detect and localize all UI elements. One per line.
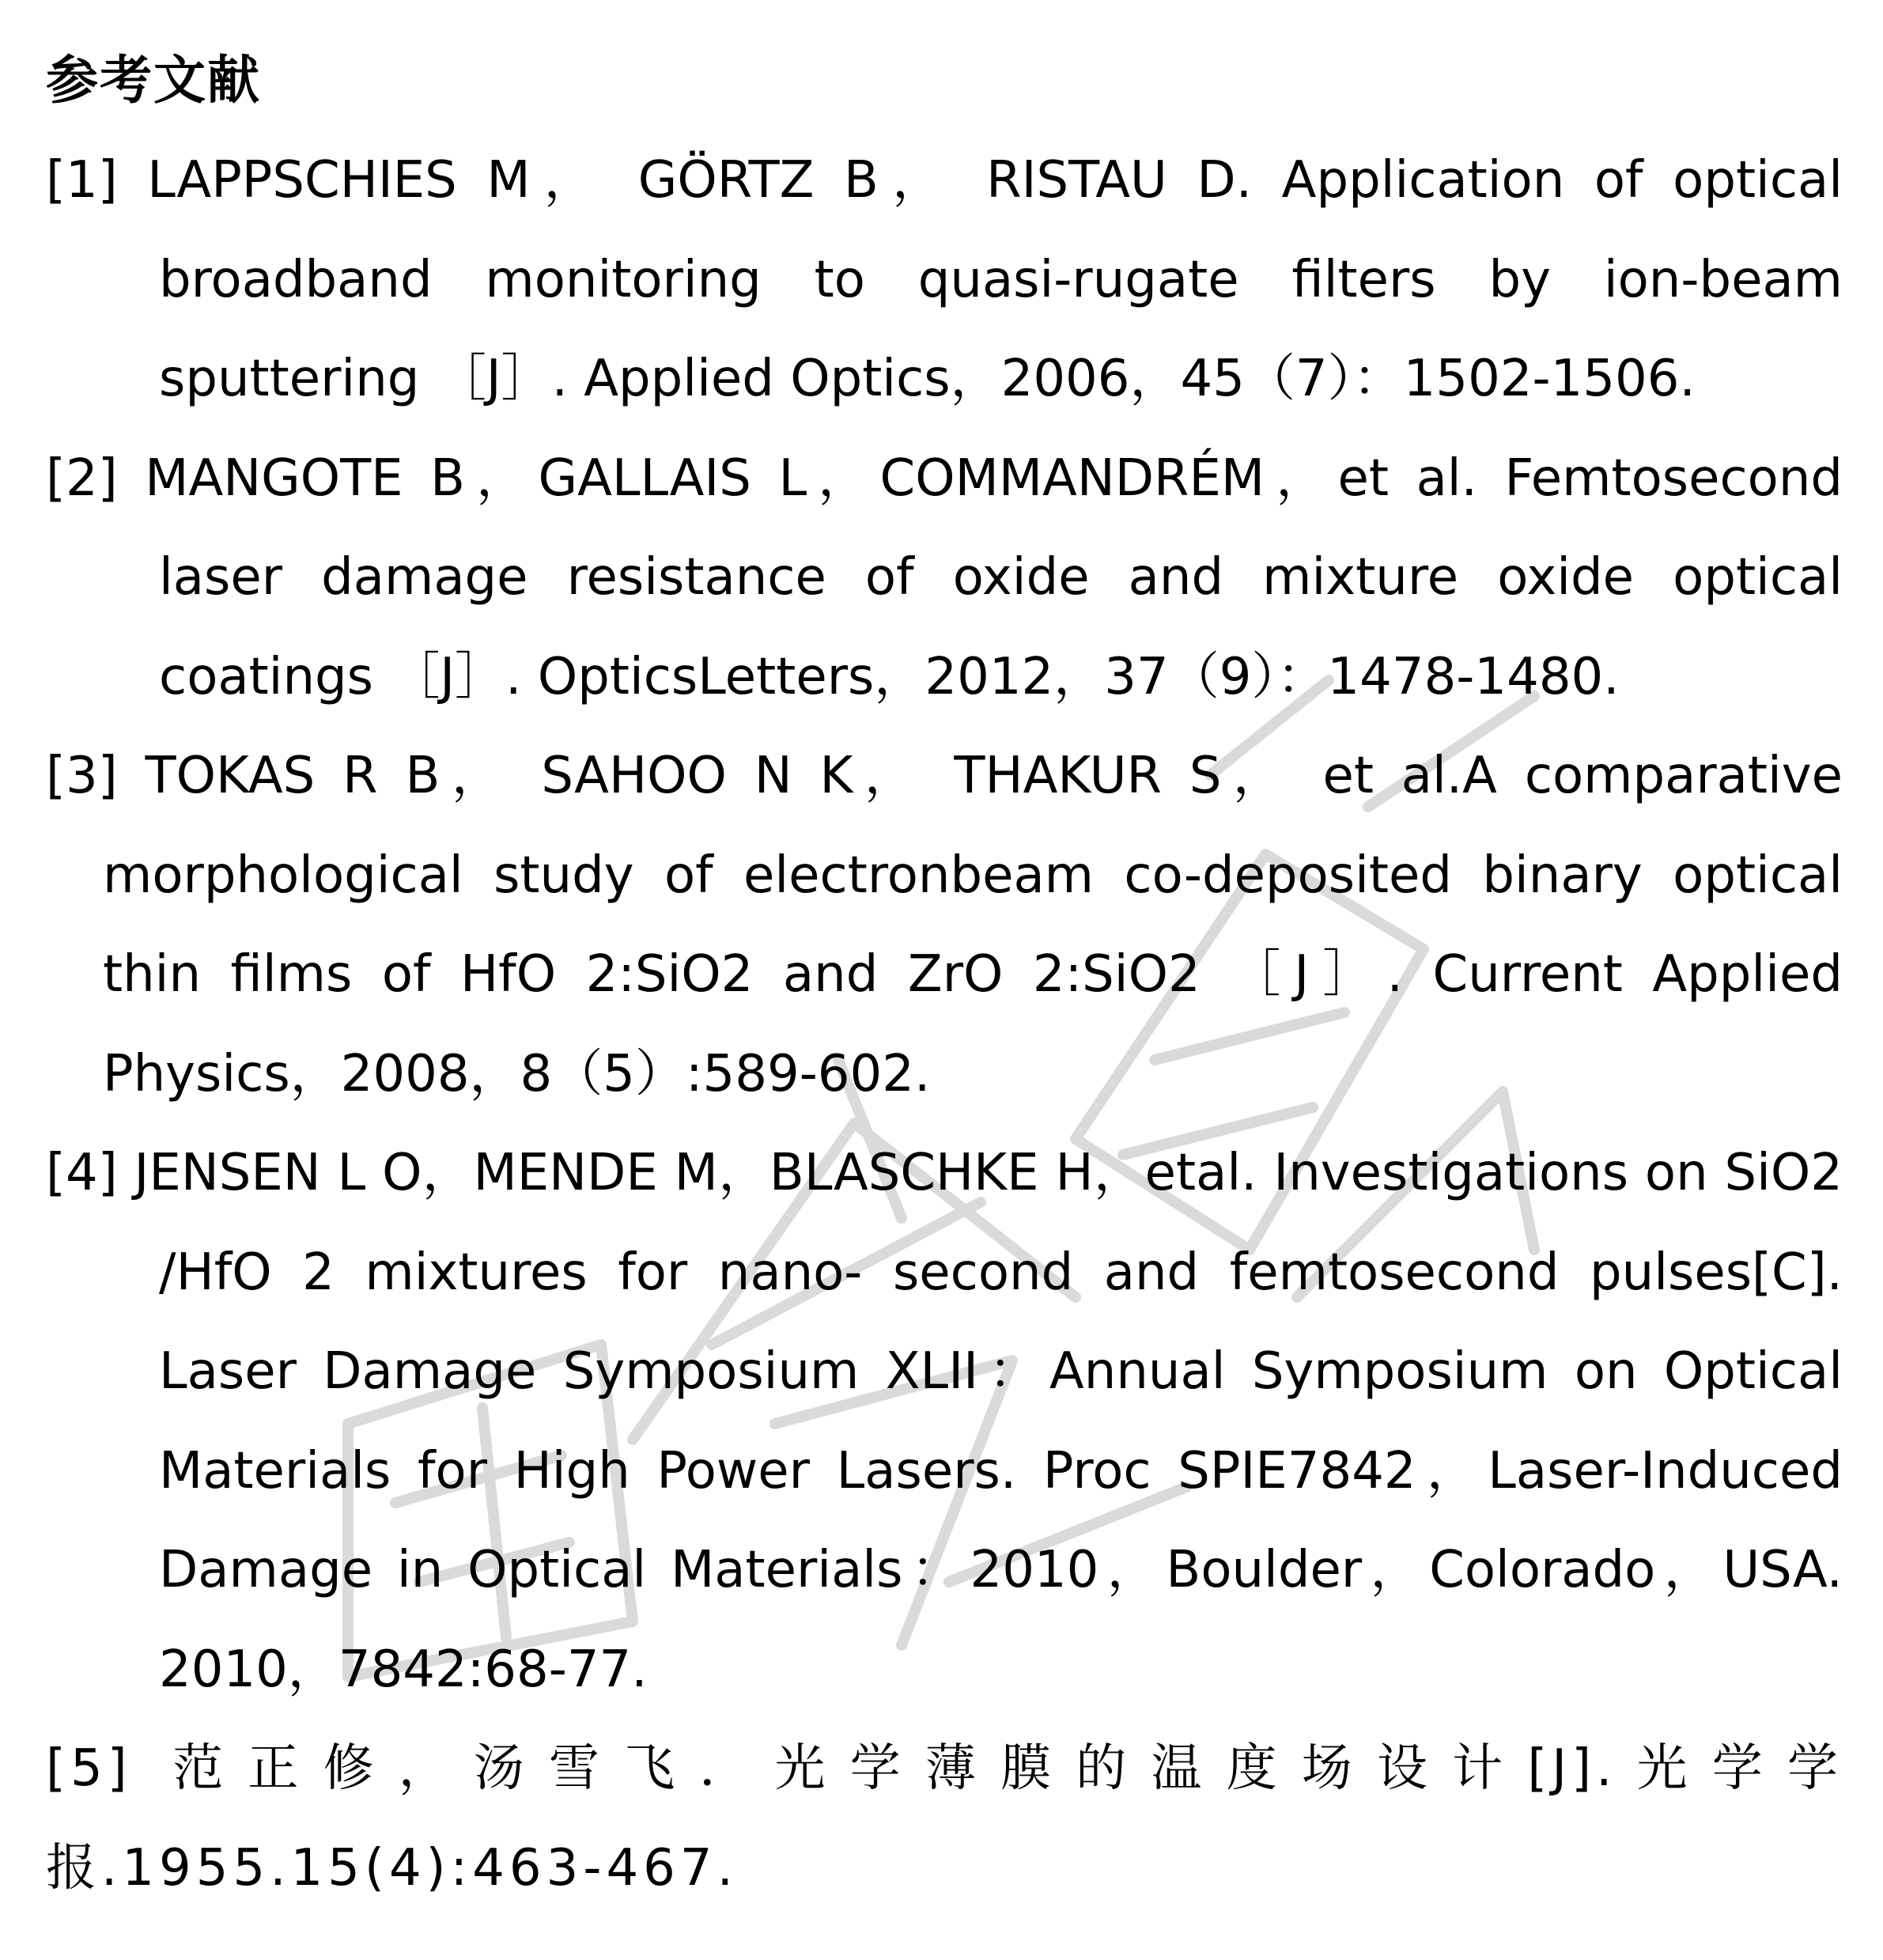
reference-text: LAPPSCHIES M， GÖRTZ B， RISTAU D. Application of optical broadband monitoring to quasi-rugate filters by ion-beam sputtering ［J］. Applied Optics，2006，45（7）：1502-1506. [147,151,1843,408]
reference-item-2 [46,429,1843,728]
reference-text: TOKAS R B， SAHOO N K， THAKUR S， et al.A comparative morphological study of electronbeam co-deposited binary optical thin films of HfO 2:SiO2 and ZrO 2:SiO2 ［J］. Current Applied Physics，2008，8（5）:589-602. [103,747,1843,1103]
references-list [46,131,1843,1918]
references-heading: 参考文献 [46,50,261,111]
reference-item-3 [46,727,1843,1124]
reference-number: [5] [46,1739,132,1798]
reference-number: [1] [46,151,118,210]
reference-text: 范正修，汤雪飞．光学薄膜的温度场设计[J].光学学报.1955.15(4):463-467. [46,1739,1843,1898]
reference-number: [4] [46,1144,118,1202]
reference-item-4 [46,1124,1843,1720]
reference-number: [2] [46,448,118,508]
reference-text: JENSEN L O，MENDE M，BLASCHKE H，etal. Investigations on SiO2 /HfO 2 mixtures for nano‐ second and femtosecond pulses[C]. Laser Damage Symposium XLII：Annual Symposium on Optical Materials for High Power Lasers. Proc SPIE7842，Laser-Induced Damage in Optical Materials：2010，Boulder，Colorado，USA. 2010，7842:68-77. [134,1144,1843,1699]
reference-item-5 [46,1720,1843,1918]
reference-item-1 [46,131,1843,429]
reference-number: [3] [46,747,118,805]
reference-text: MANGOTE B，GALLAIS L，COMMANDRÉM，et al. Femtosecond laser damage resistance of oxide and mixture oxide optical coatings ［J］. OpticsLetters，2012，37（9）：1478-1480. [145,448,1843,706]
